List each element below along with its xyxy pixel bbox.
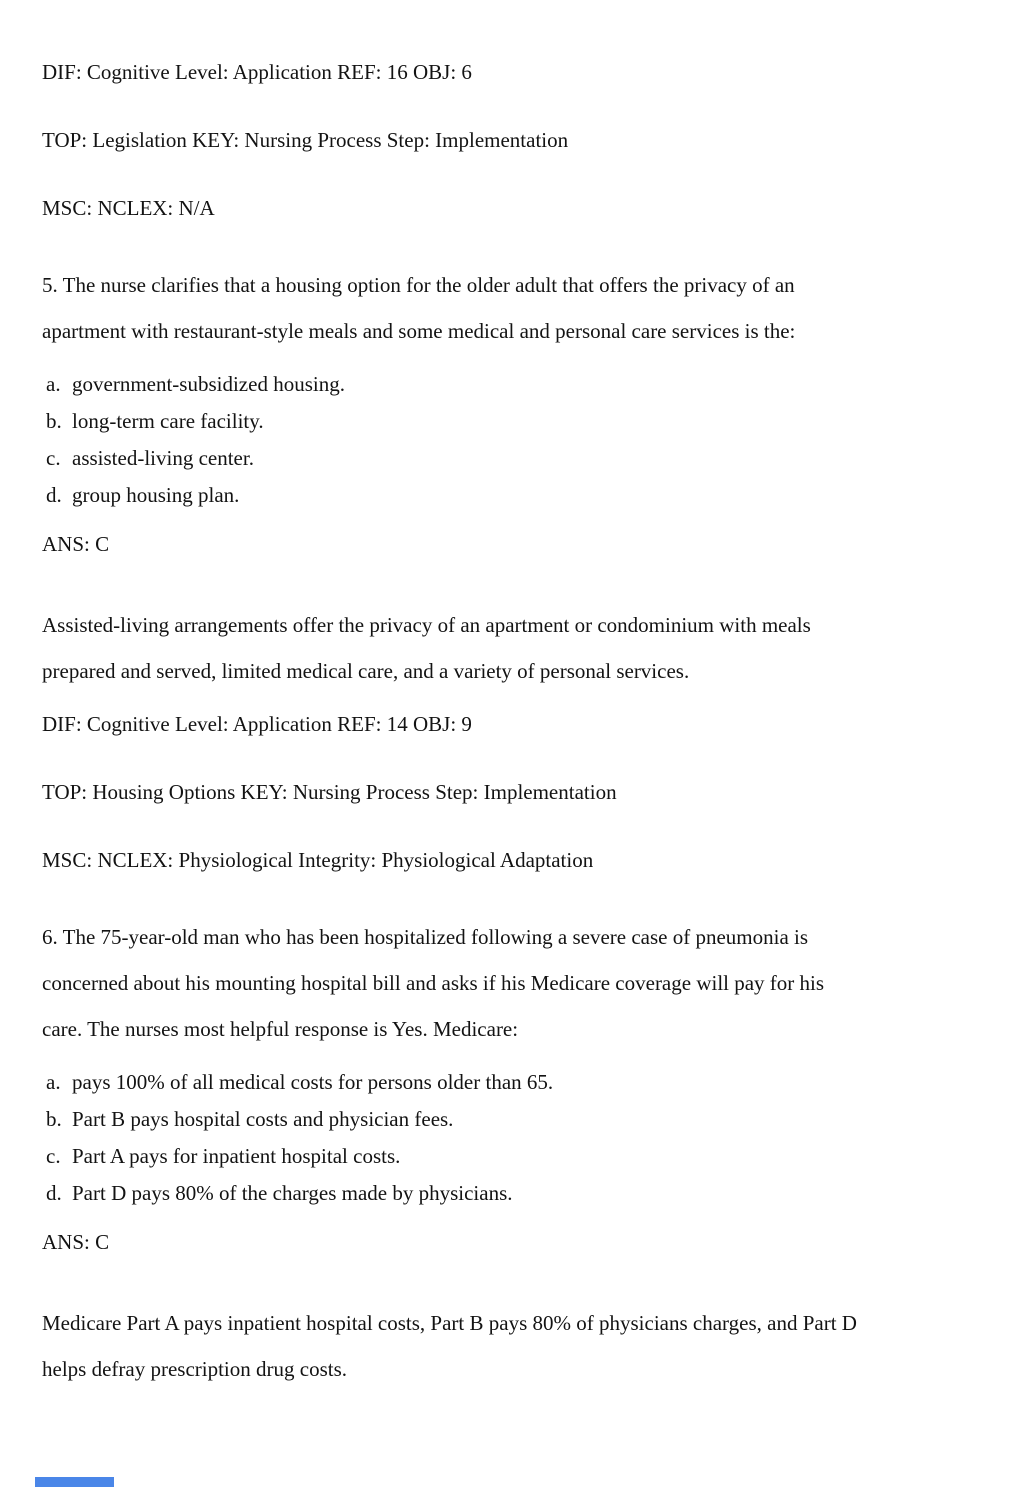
question-5-option-d: [42, 477, 988, 514]
option-letter: b.: [46, 409, 62, 433]
option-text: Part A pays for inpatient hospital costs.: [72, 1144, 401, 1168]
question-5-option-b: [42, 403, 988, 440]
bottom-blue-bar: [35, 1477, 114, 1487]
question-5-answer: ANS: C: [42, 532, 110, 556]
question-6-rationale: [42, 1300, 988, 1392]
option-text: long-term care facility.: [72, 409, 264, 433]
option-text: Part B pays hospital costs and physician fees.: [72, 1107, 454, 1131]
option-text: government-subsidized housing.: [72, 372, 345, 396]
question-5-option-c: [42, 440, 988, 477]
question-5-meta-top-line: TOP: Housing Options KEY: Nursing Process Step: Implementation: [42, 780, 617, 804]
question-5-options: [42, 366, 988, 514]
option-letter: b.: [46, 1107, 62, 1131]
question-6-options: [42, 1064, 988, 1212]
question-5-stem: [42, 262, 988, 354]
option-text: pays 100% of all medical costs for persons older than 65.: [72, 1070, 554, 1094]
question-6-stem: [42, 914, 988, 1052]
question-6-rationale-line-2: helps defray prescription drug costs.: [42, 1357, 348, 1381]
meta-msc-line: MSC: NCLEX: N/A: [42, 196, 215, 220]
option-letter: c.: [46, 446, 61, 470]
option-letter: c.: [46, 1144, 61, 1168]
option-text: assisted-living center.: [72, 446, 254, 470]
question-5-meta-dif-line: DIF: Cognitive Level: Application REF: 14 OBJ: 9: [42, 712, 472, 736]
question-6-rationale-line-1: Medicare Part A pays inpatient hospital costs, Part B pays 80% of physicians charges, and Part D: [42, 1311, 857, 1335]
question-5-stem-line-1: 5. The nurse clarifies that a housing option for the older adult that offers the privacy of an: [42, 273, 795, 297]
question-6-option-d: [42, 1175, 988, 1212]
question-5-rationale-line-1: Assisted-living arrangements offer the privacy of an apartment or condominium with meals: [42, 613, 811, 637]
option-letter: d.: [46, 483, 62, 507]
question-6-option-b: [42, 1101, 988, 1138]
option-letter: d.: [46, 1181, 62, 1205]
question-6-stem-line-3: care. The nurses most helpful response is Yes. Medicare:: [42, 1017, 519, 1041]
option-text: group housing plan.: [72, 483, 240, 507]
option-letter: a.: [46, 372, 61, 396]
question-5-stem-line-2: apartment with restaurant-style meals and some medical and personal care services is the:: [42, 319, 796, 343]
question-6-option-c: [42, 1138, 988, 1175]
question-5-meta-msc-line: MSC: NCLEX: Physiological Integrity: Physiological Adaptation: [42, 848, 594, 872]
option-text: Part D pays 80% of the charges made by physicians.: [72, 1181, 513, 1205]
question-5-rationale-line-2: prepared and served, limited medical care, and a variety of personal services.: [42, 659, 690, 683]
meta-dif-line: DIF: Cognitive Level: Application REF: 16 OBJ: 6: [42, 60, 472, 84]
question-6-answer: ANS: C: [42, 1230, 110, 1254]
question-6-option-a: [42, 1064, 988, 1101]
question-5-option-a: [42, 366, 988, 403]
meta-top-line: TOP: Legislation KEY: Nursing Process Step: Implementation: [42, 128, 569, 152]
question-6-stem-line-1: 6. The 75-year-old man who has been hospitalized following a severe case of pneumonia is: [42, 925, 809, 949]
question-5-rationale: [42, 602, 988, 694]
option-letter: a.: [46, 1070, 61, 1094]
question-6-stem-line-2: concerned about his mounting hospital bill and asks if his Medicare coverage will pay for his: [42, 971, 825, 995]
